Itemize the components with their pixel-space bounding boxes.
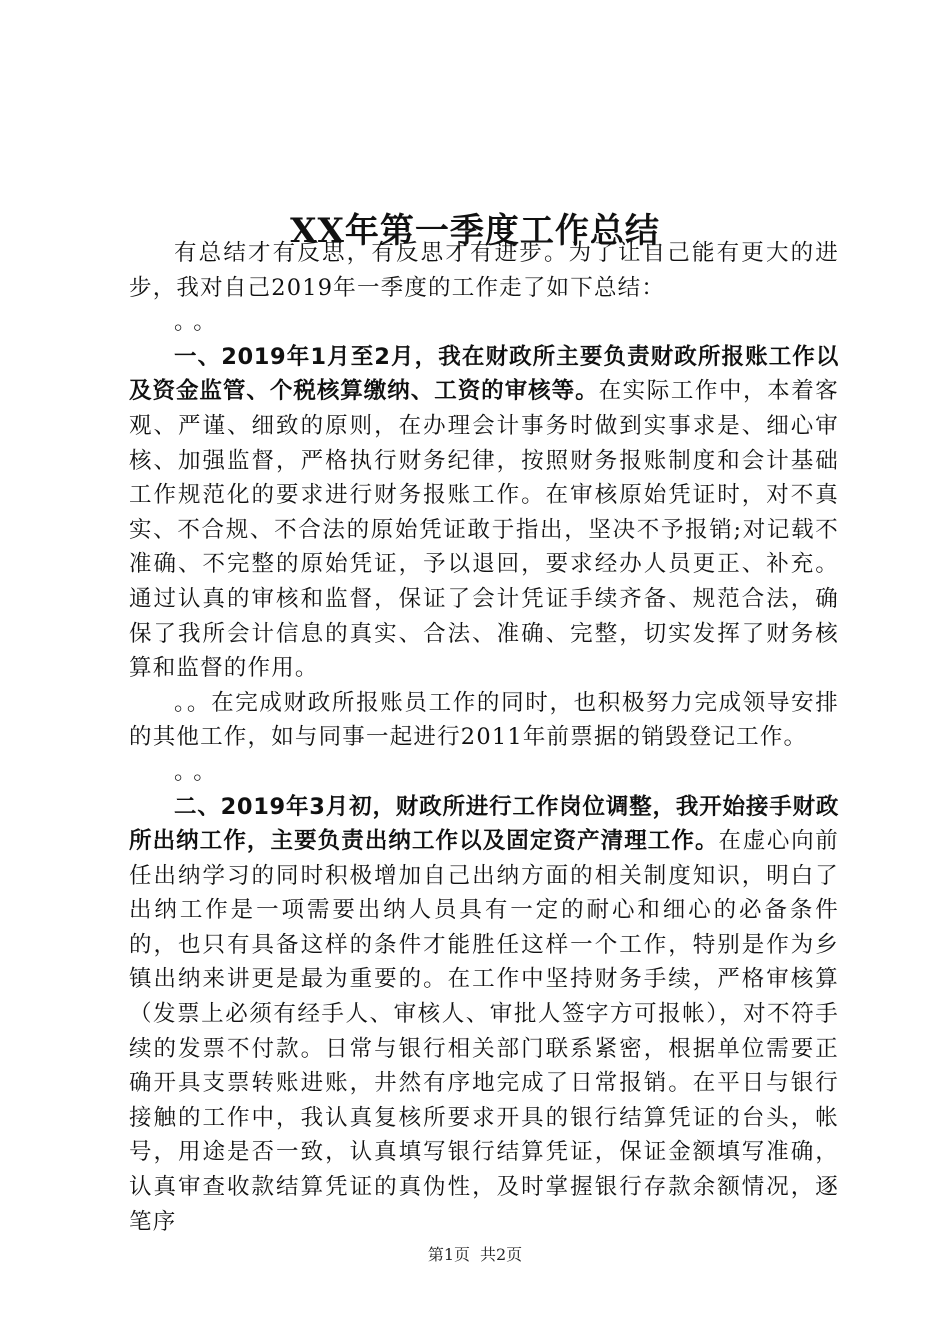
intro-paragraph: 有总结才有反思，有反思才有进步。为了让自己能有更大的进步，我对自己2019年一季度的工作走了如下总结：	[129, 240, 839, 301]
page-number-total: 共2页	[480, 1245, 523, 1264]
section-one-paragraph	[129, 340, 839, 686]
section-two-paragraph	[129, 790, 839, 1240]
section-one-heading: 一、2019年1月至2月，我在财政所主要负责财政所报账工作以及资金监管、个税核算缴纳、工资的审核等。	[129, 343, 839, 405]
page-number-current: 第1页	[427, 1245, 470, 1264]
document-body	[129, 236, 839, 1239]
section-one-extra-paragraph: 。。在完成财政所报账员工作的同时，也积极努力完成领导安排的其他工作，如与同事一起进行2011年前票据的销毁登记工作。	[129, 689, 839, 751]
document-title: XX年第一季度工作总结	[290, 210, 660, 251]
separator-marks: 。。	[174, 758, 224, 785]
page-footer	[0, 1244, 950, 1266]
section-two-heading: 二、2019年3月初，财政所进行工作岗位调整，我开始接手财政所出纳工作，主要负责出纳工作以及固定资产清理工作。	[129, 793, 839, 855]
separator-marks: 。。	[174, 309, 224, 336]
section-two-body: 在虚心向前任出纳学习的同时积极增加自己出纳方面的相关制度知识，明白了出纳工作是一项需要出纳人员具有一定的耐心和细心的必备条件的，也只有具备这样的条件才能胜任这样一个工作，特别是作为乡镇出纳来讲更是最为重要的。在工作中坚持财务手续，严格审核算（发票上必须有经手人、审核人、审批人签字方可报帐），对不符手续的发票不付款。日常与银行相关部门联系紧密，根据单位需要正确开具支票转账进账，井然有序地完成了日常报销。在平日与银行接触的工作中，我认真复核所要求开具的银行结算凭证的台头，帐号，用途是否一致，认真填写银行结算凭证，保证金额填写准确，认真审查收款结算凭证的真伪性，及时掌握银行存款余额情况，逐笔序	[129, 828, 839, 1235]
section-one-body: 在实际工作中，本着客观、严谨、细致的原则，在办理会计事务时做到实事求是、细心审核、加强监督，严格执行财务纪律，按照财务报账制度和会计基础工作规范化的要求进行财务报账工作。在审核原始凭证时，对不真实、不合规、不合法的原始凭证敢于指出，坚决不予报销;对记载不准确、不完整的原始凭证，予以退回，要求经办人员更正、补充。通过认真的审核和监督，保证了会计凭证手续齐备、规范合法，确保了我所会计信息的真实、合法、准确、完整，切实发挥了财务核算和监督的作用。	[129, 378, 839, 682]
